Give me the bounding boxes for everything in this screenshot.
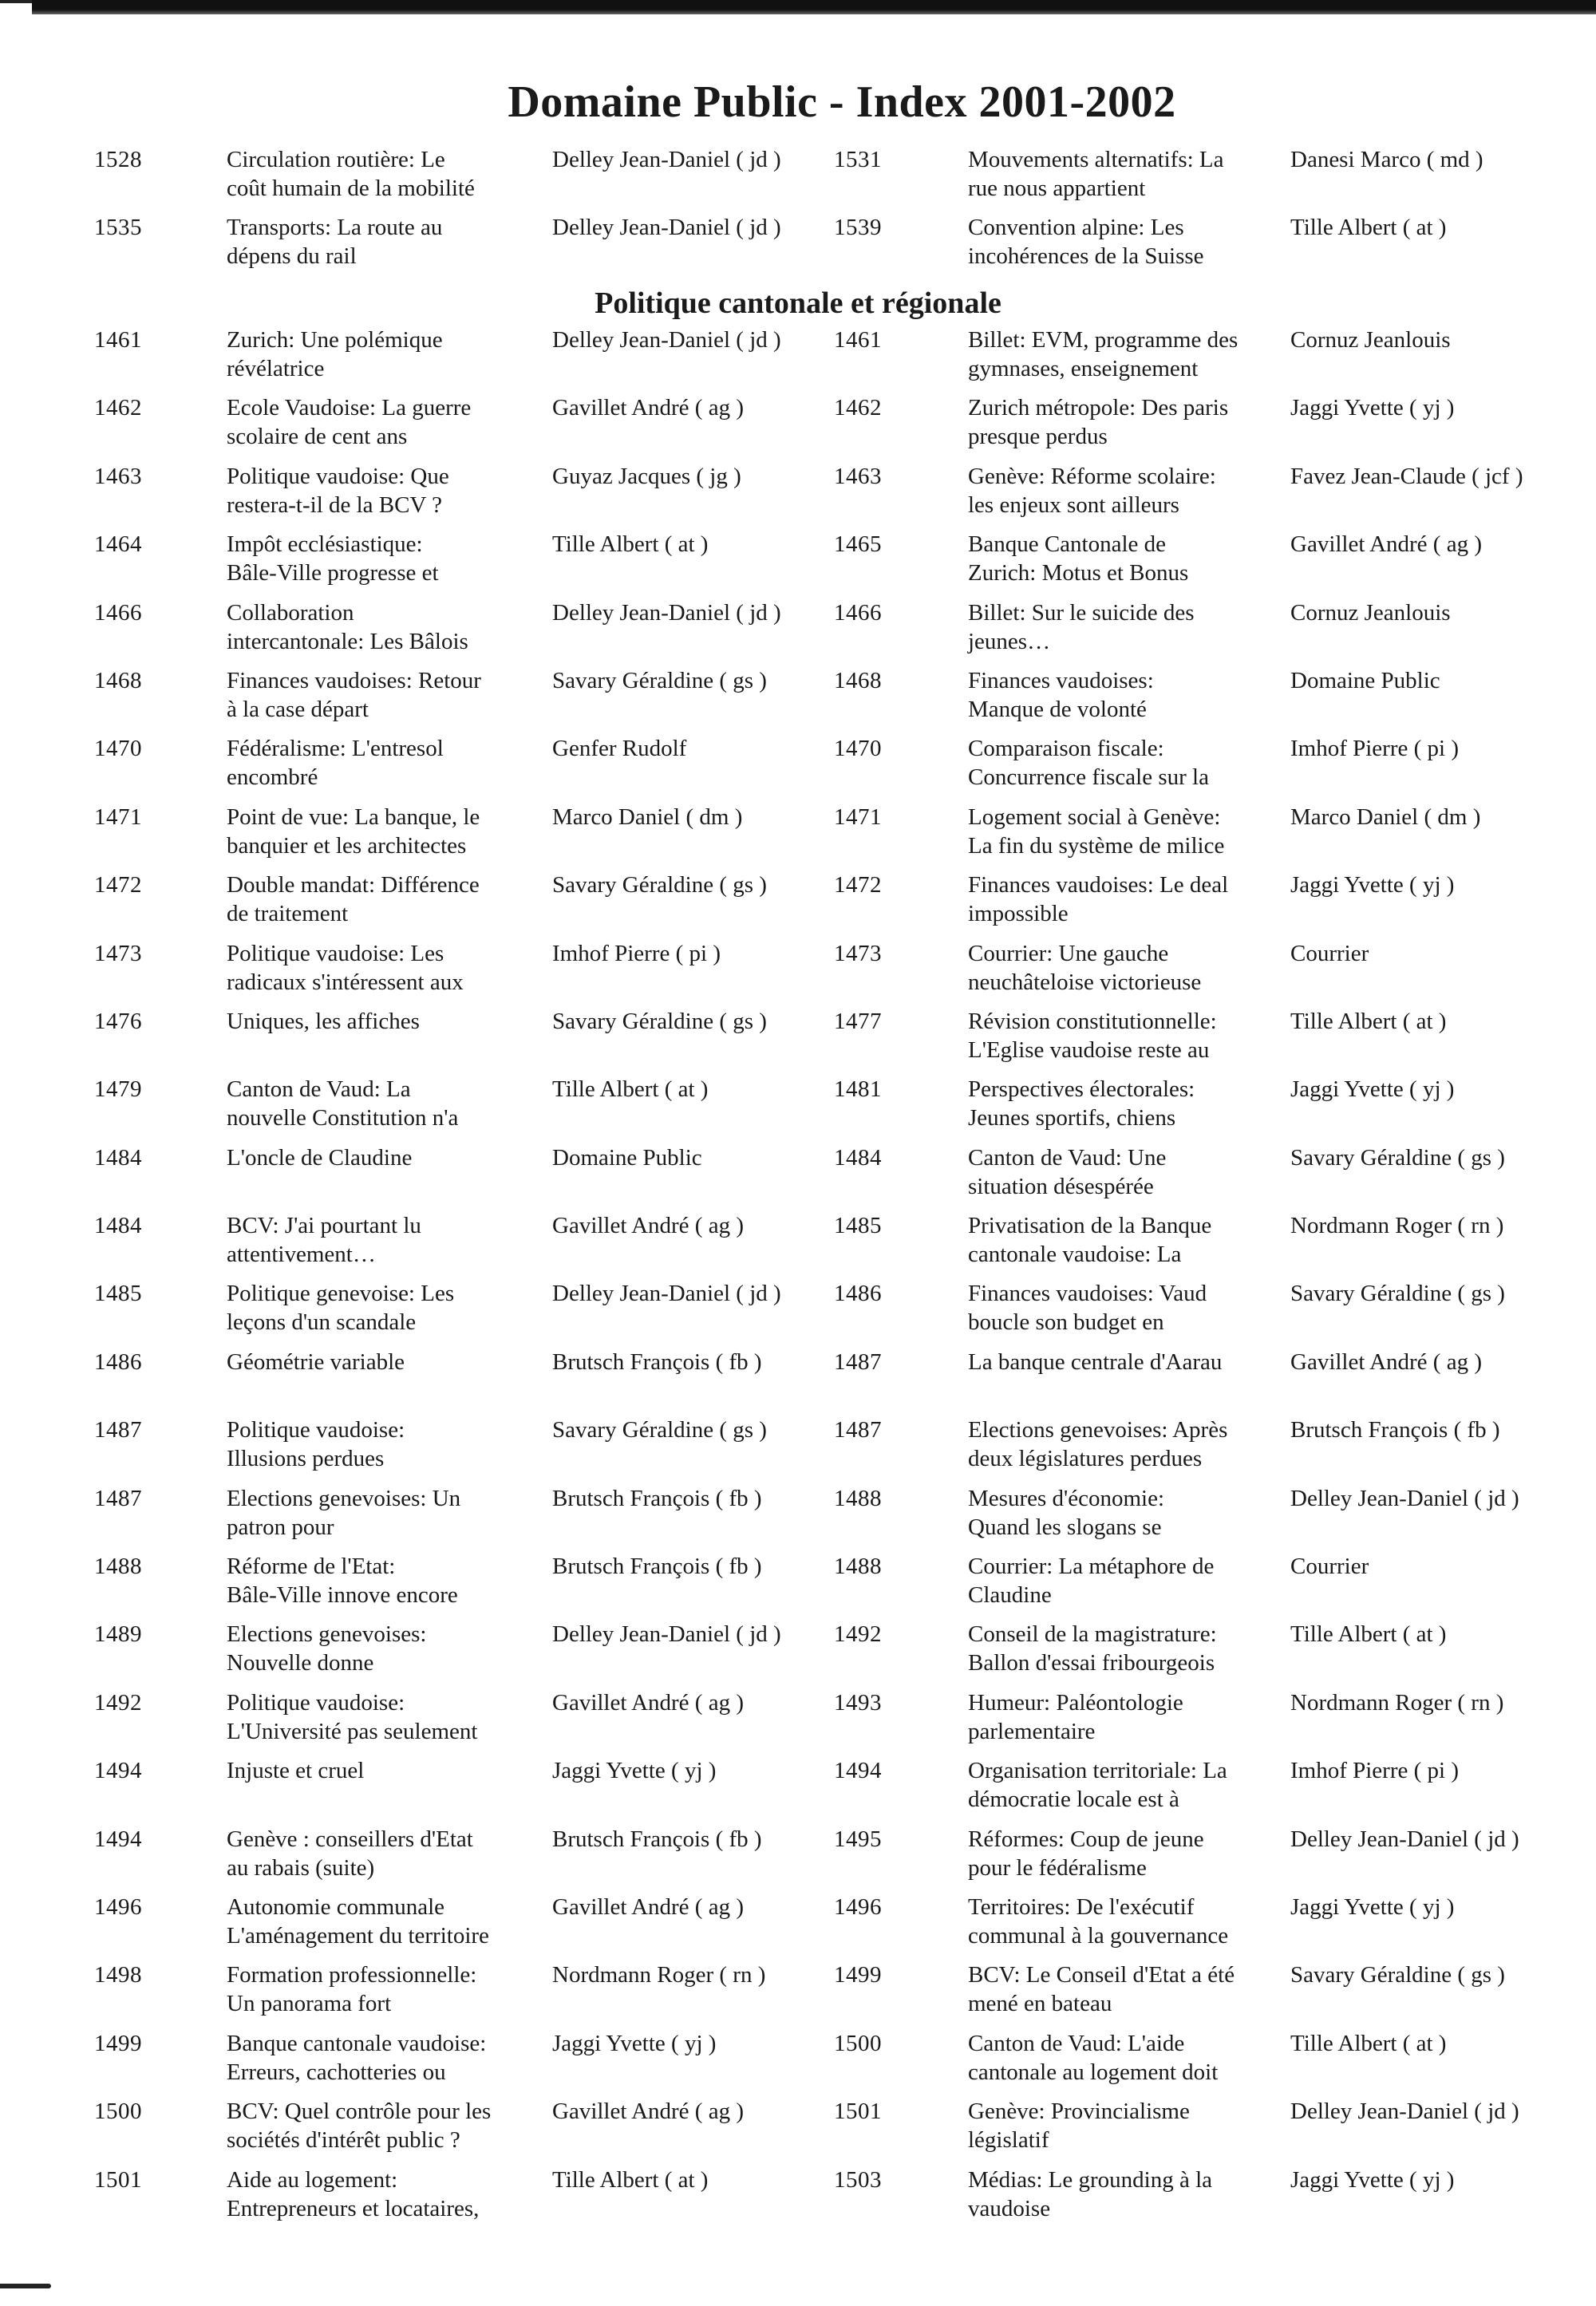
- article-author: Gavillet André ( ag ): [1290, 1348, 1482, 1375]
- article-title: Privatisation de la Banque cantonale vaudoise: La: [968, 1213, 1212, 1268]
- issue-number: 1464: [94, 531, 142, 558]
- article-author: Brutsch François ( fb ): [552, 1554, 762, 1580]
- article-title: Organisation territoriale: La démocratie locale est à: [968, 1758, 1227, 1813]
- article-author: Genfer Rudolf: [552, 736, 687, 762]
- issue-number: 1488: [834, 1485, 882, 1511]
- issue-number: 1462: [834, 395, 882, 421]
- article-title: L'oncle de Claudine: [227, 1144, 413, 1171]
- index-row: [0, 1688, 1596, 1756]
- index-row: [0, 530, 1596, 598]
- index-row: [0, 1211, 1596, 1279]
- index-row: [0, 1756, 1596, 1824]
- section-heading: Politique cantonale et régionale: [595, 286, 1001, 320]
- issue-number: 1486: [94, 1348, 142, 1375]
- issue-number: 1481: [834, 1076, 882, 1103]
- article-author: Jaggi Yvette ( yj ): [552, 2030, 717, 2056]
- article-author: Delley Jean-Daniel ( jd ): [1290, 2099, 1519, 2125]
- article-title: Convention alpine: Les incohérences de la Suisse: [968, 215, 1204, 269]
- article-author: Domaine Public: [552, 1144, 702, 1171]
- article-title: Zurich: Une polémique révélatrice: [227, 327, 443, 381]
- article-title: Aide au logement: Entrepreneurs et locataires,: [227, 2166, 480, 2221]
- article-title: Mouvements alternatifs: La rue nous appartient: [968, 147, 1224, 201]
- issue-number: 1495: [834, 1826, 882, 1852]
- index-row: [0, 734, 1596, 802]
- article-author: Savary Géraldine ( gs ): [1290, 1962, 1505, 1988]
- article-author: Brutsch François ( fb ): [1290, 1417, 1500, 1443]
- article-title: Politique genevoise: Les leçons d'un scandale: [227, 1281, 455, 1336]
- article-title: Perspectives électorales: Jeunes sportifs, chiens: [968, 1076, 1195, 1131]
- index-row: [0, 2029, 1596, 2097]
- article-author: Tille Albert ( at ): [1290, 2030, 1447, 2056]
- issue-number: 1492: [834, 1621, 882, 1648]
- index-row: [0, 598, 1596, 666]
- article-title: Elections genevoises: Un patron pour: [227, 1485, 461, 1540]
- article-title: Genève : conseillers d'Etat au rabais (suite): [227, 1826, 473, 1881]
- article-author: Guyaz Jacques ( jg ): [552, 463, 741, 489]
- article-title: Réformes: Coup de jeune pour le fédéralisme: [968, 1826, 1204, 1881]
- article-author: Nordmann Roger ( rn ): [1290, 1213, 1504, 1239]
- article-title: Politique vaudoise: L'Université pas seulement: [227, 1689, 478, 1744]
- article-title: Finances vaudoises: Vaud boucle son budget en: [968, 1281, 1207, 1336]
- issue-number: 1498: [94, 1962, 142, 1988]
- issue-number: 1477: [834, 1008, 882, 1034]
- article-author: Jaggi Yvette ( yj ): [1290, 872, 1455, 898]
- article-title: La banque centrale d'Aarau: [968, 1348, 1223, 1375]
- article-author: Savary Géraldine ( gs ): [552, 872, 767, 898]
- article-title: Politique vaudoise: Illusions perdues: [227, 1417, 405, 1472]
- article-author: Jaggi Yvette ( yj ): [1290, 1076, 1455, 1103]
- issue-number: 1461: [834, 327, 882, 353]
- page-title: Domaine Public - Index 2001-2002: [508, 77, 1176, 127]
- index-table-main: [0, 326, 1596, 2233]
- article-title: Genève: Provincialisme législatif: [968, 2099, 1190, 2154]
- index-row: [0, 1484, 1596, 1552]
- index-row: [0, 1348, 1596, 1416]
- issue-number: 1488: [94, 1554, 142, 1580]
- article-title: Formation professionnelle: Un panorama fort: [227, 1962, 477, 2017]
- article-title: Canton de Vaud: Une situation désespérée: [968, 1144, 1167, 1199]
- index-row: [0, 803, 1596, 871]
- article-title: BCV: Quel contrôle pour les sociétés d'intérêt public ?: [227, 2099, 492, 2154]
- article-author: Courrier: [1290, 1554, 1369, 1580]
- article-author: Favez Jean-Claude ( jcf ): [1290, 463, 1523, 489]
- article-author: Gavillet André ( ag ): [1290, 531, 1482, 558]
- article-author: Imhof Pierre ( pi ): [1290, 736, 1459, 762]
- issue-number: 1484: [94, 1213, 142, 1239]
- issue-number: 1489: [94, 1621, 142, 1648]
- article-title: Humeur: Paléontologie parlementaire: [968, 1689, 1183, 1744]
- issue-number: 1494: [94, 1758, 142, 1784]
- index-row: [0, 462, 1596, 530]
- index-row: [0, 1143, 1596, 1211]
- section-politique-cantonale: [0, 281, 1596, 2233]
- article-author: Tille Albert ( at ): [1290, 215, 1447, 240]
- article-author: Marco Daniel ( dm ): [1290, 804, 1481, 830]
- issue-number: 1487: [834, 1348, 882, 1375]
- issue-number: 1494: [834, 1758, 882, 1784]
- issue-number: 1485: [834, 1213, 882, 1239]
- article-author: Delley Jean-Daniel ( jd ): [552, 1281, 781, 1307]
- article-title: Courrier: Une gauche neuchâteloise victorieuse: [968, 940, 1202, 995]
- issue-number: 1500: [834, 2030, 882, 2056]
- article-title: Courrier: La métaphore de Claudine: [968, 1554, 1215, 1609]
- article-title: BCV: Le Conseil d'Etat a été mené en bateau: [968, 1962, 1235, 2017]
- article-author: Marco Daniel ( dm ): [552, 804, 743, 830]
- issue-number: 1468: [94, 667, 142, 693]
- issue-number: 1466: [834, 599, 882, 626]
- index-row: [0, 1620, 1596, 1688]
- article-title: Mesures d'économie: Quand les slogans se: [968, 1485, 1165, 1540]
- issue-number: 1471: [834, 804, 882, 830]
- article-author: Delley Jean-Daniel ( jd ): [1290, 1485, 1519, 1511]
- issue-number: 1501: [834, 2099, 882, 2125]
- issue-number: 1462: [94, 395, 142, 421]
- article-author: Tille Albert ( at ): [1290, 1008, 1447, 1034]
- article-title: Canton de Vaud: L'aide cantonale au logement doit: [968, 2030, 1219, 2085]
- article-title: Collaboration intercantonale: Les Bâlois: [227, 599, 468, 654]
- issue-number: 1463: [94, 463, 142, 489]
- index-row: [0, 871, 1596, 938]
- article-author: Gavillet André ( ag ): [552, 1893, 744, 1920]
- issue-number: 1472: [94, 872, 142, 898]
- article-author: Savary Géraldine ( gs ): [1290, 1281, 1505, 1307]
- issue-number: 1501: [94, 2166, 142, 2193]
- article-title: Autonomie communale L'aménagement du territoire: [227, 1893, 489, 1949]
- index-row: [0, 145, 1596, 213]
- issue-number: 1494: [94, 1826, 142, 1852]
- issue-number: 1539: [834, 215, 882, 240]
- issue-number: 1503: [834, 2166, 882, 2193]
- issue-number: 1466: [94, 599, 142, 626]
- issue-number: 1487: [94, 1417, 142, 1443]
- index-row: [0, 666, 1596, 734]
- issue-number: 1470: [834, 736, 882, 762]
- article-title: Elections genevoises: Nouvelle donne: [227, 1621, 427, 1676]
- article-title: Révision constitutionnelle: L'Eglise vaudoise reste au: [968, 1008, 1217, 1063]
- issue-number: 1496: [834, 1893, 882, 1920]
- article-title: Finances vaudoises: Manque de volonté: [968, 667, 1154, 722]
- article-author: Savary Géraldine ( gs ): [1290, 1144, 1505, 1171]
- article-title: Uniques, les affiches: [227, 1008, 420, 1034]
- article-author: Courrier: [1290, 940, 1369, 966]
- issue-number: 1485: [94, 1281, 142, 1307]
- article-author: Tille Albert ( at ): [552, 531, 709, 558]
- article-title: Injuste et cruel: [227, 1758, 365, 1784]
- bottom-edge-mark: [0, 2284, 51, 2288]
- issue-number: 1535: [94, 215, 142, 240]
- issue-number: 1473: [834, 940, 882, 966]
- issue-number: 1476: [94, 1008, 142, 1034]
- issue-number: 1461: [94, 327, 142, 353]
- article-author: Jaggi Yvette ( yj ): [1290, 395, 1455, 421]
- top-border-bar: [32, 0, 1596, 14]
- article-title: Réforme de l'Etat: Bâle-Ville innove encore: [227, 1554, 458, 1609]
- article-author: Cornuz Jeanlouis: [1290, 327, 1451, 353]
- article-title: Impôt ecclésiastique: Bâle-Ville progresse et: [227, 531, 439, 586]
- index-row: [0, 393, 1596, 461]
- index-row: [0, 2166, 1596, 2233]
- issue-number: 1484: [94, 1144, 142, 1171]
- article-author: Delley Jean-Daniel ( jd ): [552, 147, 781, 172]
- article-author: Tille Albert ( at ): [1290, 1621, 1447, 1648]
- issue-number: 1500: [94, 2099, 142, 2125]
- article-author: Cornuz Jeanlouis: [1290, 599, 1451, 626]
- article-author: Nordmann Roger ( rn ): [1290, 1689, 1504, 1716]
- index-row: [0, 1075, 1596, 1143]
- article-author: Danesi Marco ( md ): [1290, 147, 1483, 172]
- article-title: Billet: Sur le suicide des jeunes…: [968, 599, 1195, 654]
- article-title: Transports: La route au dépens du rail: [227, 215, 443, 269]
- article-author: Brutsch François ( fb ): [552, 1348, 762, 1375]
- article-author: Brutsch François ( fb ): [552, 1826, 762, 1852]
- issue-number: 1488: [834, 1554, 882, 1580]
- article-title: Zurich métropole: Des paris presque perdus: [968, 395, 1229, 450]
- issue-number: 1487: [94, 1485, 142, 1511]
- article-title: Territoires: De l'exécutif communal à la gouvernance: [968, 1893, 1229, 1949]
- article-author: Gavillet André ( ag ): [552, 395, 744, 421]
- article-author: Tille Albert ( at ): [552, 2166, 709, 2193]
- article-author: Gavillet André ( ag ): [552, 1689, 744, 1716]
- article-title: Finances vaudoises: Retour à la case départ: [227, 667, 481, 722]
- article-title: Billet: EVM, programme des gymnases, enseignement: [968, 327, 1238, 381]
- index-row: [0, 1279, 1596, 1347]
- index-row: [0, 1893, 1596, 1960]
- issue-number: 1473: [94, 940, 142, 966]
- article-author: Tille Albert ( at ): [552, 1076, 709, 1103]
- issue-number: 1487: [834, 1417, 882, 1443]
- article-author: Savary Géraldine ( gs ): [552, 1008, 767, 1034]
- article-title: Banque Cantonale de Zurich: Motus et Bonus: [968, 531, 1189, 586]
- article-author: Gavillet André ( ag ): [552, 1213, 744, 1239]
- issue-number: 1528: [94, 147, 142, 172]
- article-author: Nordmann Roger ( rn ): [552, 1962, 766, 1988]
- article-author: Delley Jean-Daniel ( jd ): [552, 599, 781, 626]
- article-title: Fédéralisme: L'entresol encombré: [227, 736, 444, 791]
- article-title: Logement social à Genève: La fin du système de milice: [968, 804, 1225, 859]
- index-row: [0, 2097, 1596, 2165]
- index-row: [0, 1552, 1596, 1620]
- article-author: Delley Jean-Daniel ( jd ): [1290, 1826, 1519, 1852]
- issue-number: 1531: [834, 147, 882, 172]
- article-title: Circulation routière: Le coût humain de la mobilité: [227, 147, 475, 201]
- article-title: BCV: J'ai pourtant lu attentivement…: [227, 1213, 421, 1268]
- article-author: Delley Jean-Daniel ( jd ): [552, 327, 781, 353]
- index-row: [0, 213, 1596, 281]
- article-author: Savary Géraldine ( gs ): [552, 1417, 767, 1443]
- index-row: [0, 1007, 1596, 1075]
- issue-number: 1465: [834, 531, 882, 558]
- issue-number: 1479: [94, 1076, 142, 1103]
- issue-number: 1492: [94, 1689, 142, 1716]
- article-title: Double mandat: Différence de traitement: [227, 872, 480, 927]
- index-row: [0, 1416, 1596, 1483]
- issue-number: 1471: [94, 804, 142, 830]
- issue-number: 1496: [94, 1893, 142, 1920]
- issue-number: 1486: [834, 1281, 882, 1307]
- issue-number: 1493: [834, 1689, 882, 1716]
- article-author: Savary Géraldine ( gs ): [552, 667, 767, 693]
- index-row: [0, 1960, 1596, 2028]
- article-title: Conseil de la magistrature: Ballon d'essai fribourgeois: [968, 1621, 1217, 1676]
- article-title: Canton de Vaud: La nouvelle Constitution n'a: [227, 1076, 459, 1131]
- article-title: Point de vue: La banque, le banquier et les architectes: [227, 804, 480, 859]
- article-author: Imhof Pierre ( pi ): [1290, 1758, 1459, 1784]
- issue-number: 1484: [834, 1144, 882, 1171]
- index-table-top: [0, 145, 1596, 281]
- article-title: Elections genevoises: Après deux législatures perdues: [968, 1417, 1228, 1472]
- article-author: Delley Jean-Daniel ( jd ): [552, 1621, 781, 1648]
- article-title: Comparaison fiscale: Concurrence fiscale sur la: [968, 736, 1209, 791]
- article-author: Imhof Pierre ( pi ): [552, 940, 721, 966]
- article-author: Gavillet André ( ag ): [552, 2099, 744, 2125]
- article-author: Delley Jean-Daniel ( jd ): [552, 215, 781, 240]
- article-author: Domaine Public: [1290, 667, 1440, 693]
- article-author: Jaggi Yvette ( yj ): [1290, 2166, 1455, 2193]
- issue-number: 1463: [834, 463, 882, 489]
- issue-number: 1470: [94, 736, 142, 762]
- article-title: Finances vaudoises: Le deal impossible: [968, 872, 1229, 927]
- issue-number: 1499: [834, 1962, 882, 1988]
- issue-number: 1468: [834, 667, 882, 693]
- article-title: Ecole Vaudoise: La guerre scolaire de cent ans: [227, 395, 472, 450]
- issue-number: 1499: [94, 2030, 142, 2056]
- article-title: Politique vaudoise: Que restera-t-il de la BCV ?: [227, 463, 449, 518]
- index-row: [0, 1825, 1596, 1893]
- index-row: [0, 939, 1596, 1007]
- article-author: Jaggi Yvette ( yj ): [552, 1758, 717, 1784]
- article-title: Banque cantonale vaudoise: Erreurs, cachotteries ou: [227, 2030, 487, 2085]
- article-title: Médias: Le grounding à la vaudoise: [968, 2166, 1213, 2221]
- index-row: [0, 326, 1596, 393]
- article-title: Géométrie variable: [227, 1348, 405, 1375]
- issue-number: 1472: [834, 872, 882, 898]
- article-title: Genève: Réforme scolaire: les enjeux sont ailleurs: [968, 463, 1216, 518]
- article-title: Politique vaudoise: Les radicaux s'intéressent aux: [227, 940, 464, 995]
- article-author: Jaggi Yvette ( yj ): [1290, 1893, 1455, 1920]
- article-author: Brutsch François ( fb ): [552, 1485, 762, 1511]
